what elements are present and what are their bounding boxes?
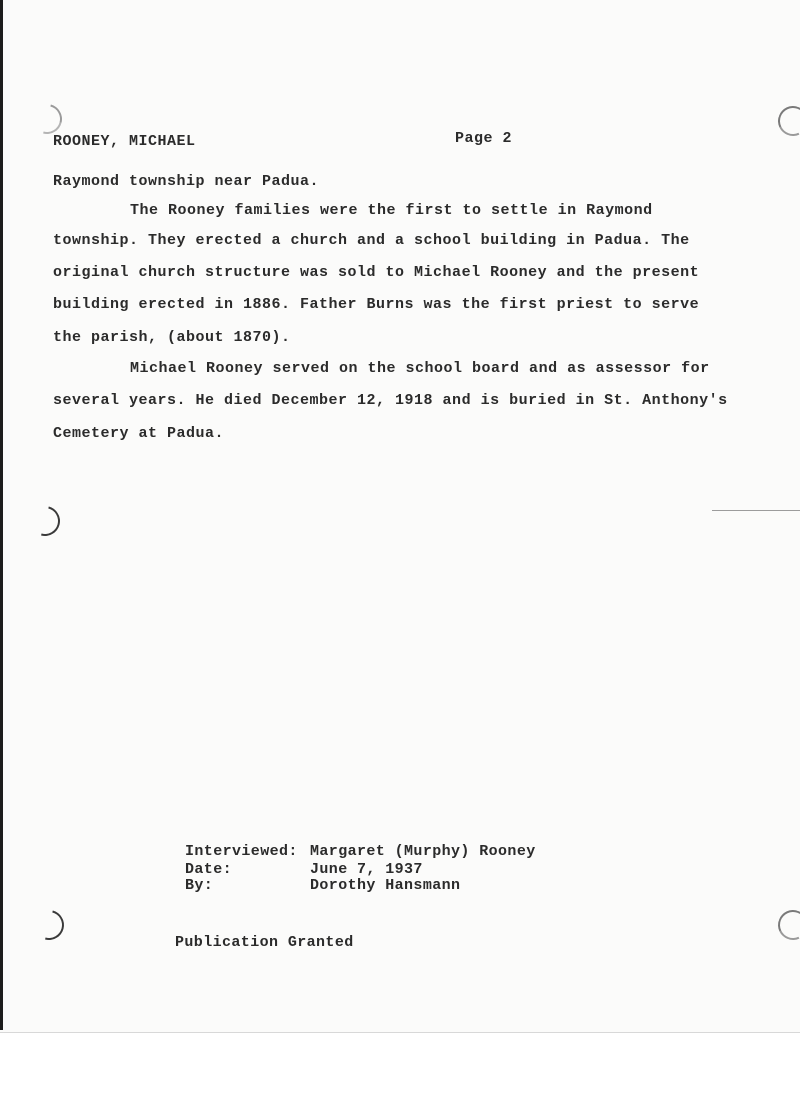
page-number: Page 2 — [455, 130, 513, 147]
scan-bottom-margin — [0, 1032, 800, 1102]
fold-line — [712, 510, 800, 511]
punch-hole-mark — [774, 102, 800, 140]
body-line: Raymond township near Padua. — [53, 173, 320, 190]
date-label: Date: — [185, 861, 233, 878]
body-line: building erected in 1886. Father Burns was the first priest to serve — [53, 296, 700, 313]
punch-hole-mark — [25, 501, 66, 542]
scan-left-edge — [0, 0, 3, 1030]
body-line: Cemetery at Padua. — [53, 425, 225, 442]
punch-hole-mark — [774, 906, 800, 944]
body-line: original church structure was sold to Michael Rooney and the present — [53, 264, 700, 281]
body-line: The Rooney families were the first to settle in Raymond — [130, 202, 653, 219]
punch-hole-mark — [29, 905, 70, 946]
body-line: township. They erected a church and a school building in Padua. The — [53, 232, 690, 249]
body-line: Michael Rooney served on the school board and as assessor for — [130, 360, 710, 377]
body-line: several years. He died December 12, 1918 and is buried in St. Anthony's — [53, 392, 728, 409]
body-line: the parish, (about 1870). — [53, 329, 291, 346]
by-value: Dorothy Hansmann — [310, 877, 461, 894]
interviewed-value: Margaret (Murphy) Rooney — [310, 843, 536, 860]
header-name: ROONEY, MICHAEL — [53, 133, 196, 150]
interviewed-label: Interviewed: — [185, 843, 298, 860]
date-value: June 7, 1937 — [310, 861, 423, 878]
by-label: By: — [185, 877, 214, 894]
publication-status: Publication Granted — [175, 934, 354, 951]
